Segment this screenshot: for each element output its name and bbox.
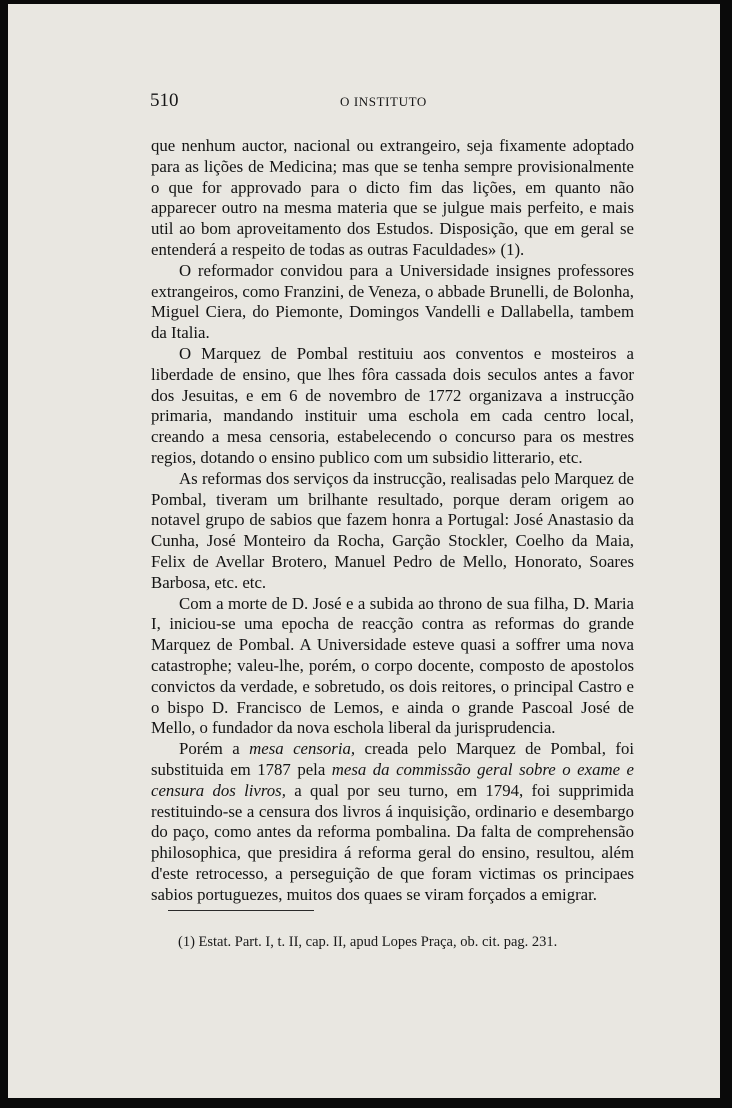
footnote-divider [168,910,314,911]
italic-term: mesa censoria, [249,739,356,759]
paragraph-text: Porém a [179,739,250,759]
paragraph-text: a qual por seu turno, em 1794, foi supprimida restituindo-se a censura dos livros á inquisição, ordinario e desembargo do paço, como antes da reforma pombalina. Da falta de comprehensão philosophica, que presidira á reforma geral do ensino, resultou, além d'este retrocesso, a perseguição de que foram victimas os principaes sabios portuguezes, muitos dos quaes se viram forçados a emigrar. [151,780,634,904]
paragraph: As reformas dos serviços da instrucção, realisadas pelo Marquez de Pombal, tiveram um brilhante resultado, porque deram origem ao notavel grupo de sabios que fazem honra a Portugal: José Anastasio da Cunha, José Monteiro da Rocha, Garção Stockler, Coelho da Maia, Felix de Avellar Brotero, Manuel Pedro de Mello, Honorato, Soares Barbosa, etc. etc. [151,468,634,592]
paragraph [151,739,634,905]
italic-term: mesa da commissão geral sobre o exame e censura dos livros, [151,759,634,800]
document-page [8,4,720,1098]
body-text [151,136,634,905]
running-title: O INSTITUTO [340,94,427,109]
paragraph: O reformador convidou para a Universidade insignes professores extrangeiros, como Franzini, de Veneza, o abbade Brunelli, de Bolonha, Miguel Ciera, do Piemonte, Domingos Vandelli e Dallabella, tambem da Italia. [151,260,634,343]
paragraph: O Marquez de Pombal restituiu aos conventos e mosteiros a liberdade de ensino, que lhes fôra cassada dois seculos antes a favor dos Jesuitas, e em 6 de novembro de 1772 organizava a instrucção primaria, mandando instituir uma escholа em cada centro local, creando a mesa censoria, estabelecendo o concurso para os mestres regios, dotando o ensino publico com um subsidio litterario, etc. [151,343,634,467]
paragraph: que nenhum auctor, nacional ou extrangeiro, seja fixamente adoptado para as lições de Medicina; mas que se tenha sempre provisionalmente o que for approvado para o dicto fim das lições, em quanto não apparecer outro na mesma materia que se julgue mais perfeito, e mais util ao bom aproveitamento dos Estudos. Disposição, que em geral se entenderá a respeito de todas as outras Faculdades» (1). [151,136,634,259]
page-header [150,90,638,114]
paragraph: Com a morte de D. José e a subida ao throno de sua filha, D. Maria I, iniciou-se uma epocha de reacção contra as reformas do grande Marquez de Pombal. A Universidade esteve quasi a soffrer uma nova catastrophe; valeu-lhe, porém, o corpo docente, composto de apostolos convictos da verdade, e sobretudo, os dois reitores, o principal Castro e o bispo D. Francisco de Lemos, e ainda o grande Pascoal José de Mello, o fundador da nova eschola liberal da jurisprudencia. [151,593,634,738]
footnote: (1) Estat. Part. I, t. II, cap. II, apud Lopes Praça, ob. cit. pag. 231. [178,934,558,950]
paragraph-text: creada pelo Marquez de Pombal, foi substituida em 1787 pela [151,739,634,779]
page-number: 510 [150,90,179,111]
